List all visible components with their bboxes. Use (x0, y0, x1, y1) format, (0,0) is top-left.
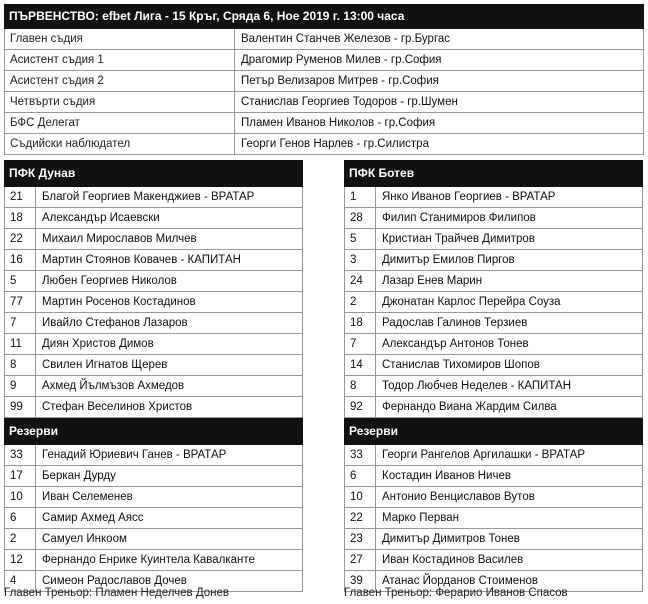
player-name: Генадий Юриевич Ганев - ВРАТАР (42, 449, 227, 461)
official-row (4, 92, 644, 113)
player-row (344, 208, 643, 229)
away-coach (344, 587, 568, 599)
player-number: 5 (345, 229, 376, 249)
home-starters-list (4, 187, 303, 418)
official-name: Станислав Георгиев Тодоров - гр.Шумен (241, 96, 458, 108)
player-name: Ивайло Стефанов Лазаров (42, 317, 188, 329)
player-number: 33 (5, 445, 36, 465)
player-number: 92 (345, 397, 376, 417)
away-coach-name: Ферарио Иванов Спасов (435, 587, 568, 599)
player-name: Димитър Емилов Пиргов (382, 254, 515, 266)
player-row (4, 313, 303, 334)
official-name: Драгомир Руменов Милев - гр.София (241, 54, 442, 66)
home-subs-header: Резерви (4, 418, 303, 445)
player-row (344, 376, 643, 397)
away-starters-list (344, 187, 643, 418)
player-row (344, 487, 643, 508)
player-number: 6 (5, 508, 36, 528)
player-row (4, 508, 303, 529)
player-name: Атанас Йорданов Стоименов (382, 575, 539, 587)
home-coach-label: Главен Треньор: (4, 587, 93, 599)
player-number: 5 (5, 271, 36, 291)
player-name: Симеон Радославов Дочев (42, 575, 187, 587)
player-number: 39 (345, 571, 376, 591)
player-row (4, 229, 303, 250)
home-coach (4, 587, 229, 599)
player-row (4, 208, 303, 229)
player-name: Самуел Инкоом (42, 533, 127, 545)
official-name: Пламен Иванов Николов - гр.София (241, 117, 436, 129)
player-name: Ахмед Йълмъзов Ахмедов (42, 380, 185, 392)
player-row (344, 508, 643, 529)
official-role: БФС Делегат (5, 113, 235, 133)
player-row (4, 355, 303, 376)
official-name: Валентин Станчев Железов - гр.Бургас (241, 33, 451, 45)
official-row (4, 29, 644, 50)
player-number: 4 (5, 571, 36, 591)
player-number: 14 (345, 355, 376, 375)
player-name: Фернандо Енрике Куинтела Кавалканте (42, 554, 255, 566)
player-number: 16 (5, 250, 36, 270)
player-number: 7 (345, 334, 376, 354)
home-subs-list (4, 445, 303, 592)
player-name: Диян Христов Димов (42, 338, 154, 350)
player-row (344, 445, 643, 466)
match-info-table (4, 4, 644, 155)
player-number: 10 (345, 487, 376, 507)
away-coach-label: Главен Треньор: (344, 587, 433, 599)
player-name: Радослав Галинов Терзиев (382, 317, 528, 329)
player-name: Костадин Иванов Ничев (382, 470, 511, 482)
player-name: Иван Костадинов Василев (382, 554, 524, 566)
player-name: Благой Георгиев Макенджиев - ВРАТАР (42, 191, 255, 203)
match-header: ПЪРВЕНСТВО: efbet Лига - 15 Кръг, Сряда 6, Ное 2019 г. 13:00 часа (4, 4, 644, 29)
player-name: Александър Исаевски (42, 212, 160, 224)
officials-list (4, 29, 644, 155)
player-row (4, 271, 303, 292)
official-name: Георги Генов Нарлев - гр.Силистра (241, 138, 429, 150)
player-name: Беркан Дурду (42, 470, 116, 482)
home-team-name: ПФК Дунав (4, 160, 303, 187)
away-team-name: ПФК Ботев (344, 160, 643, 187)
player-row (344, 187, 643, 208)
player-number: 33 (345, 445, 376, 465)
official-name: Петър Велизаров Митрев - гр.София (241, 75, 439, 87)
player-number: 17 (5, 466, 36, 486)
player-name: Стефан Веселинов Христов (42, 401, 193, 413)
official-role: Четвърти съдия (5, 92, 235, 112)
player-name: Фернандо Виана Жардим Силва (382, 401, 557, 413)
player-row (4, 376, 303, 397)
official-role: Асистент съдия 1 (5, 50, 235, 70)
player-row (344, 271, 643, 292)
player-name: Лазар Енев Марин (382, 275, 483, 287)
player-name: Янко Иванов Георгиев - ВРАТАР (382, 191, 556, 203)
player-row (344, 466, 643, 487)
player-number: 27 (345, 550, 376, 570)
player-row (344, 355, 643, 376)
player-number: 10 (5, 487, 36, 507)
player-name: Кристиан Трайчев Димитров (382, 233, 535, 245)
player-row (344, 550, 643, 571)
player-number: 8 (5, 355, 36, 375)
player-name: Димитър Димитров Тонев (382, 533, 520, 545)
player-row (344, 397, 643, 418)
player-name: Иван Селеменев (42, 491, 133, 503)
player-number: 24 (345, 271, 376, 291)
player-number: 99 (5, 397, 36, 417)
player-number: 22 (5, 229, 36, 249)
player-name: Филип Станимиров Филипов (382, 212, 536, 224)
official-row (4, 71, 644, 92)
player-name: Станислав Тихомиров Шопов (382, 359, 540, 371)
player-number: 9 (5, 376, 36, 396)
player-number: 6 (345, 466, 376, 486)
player-number: 22 (345, 508, 376, 528)
home-coach-name: Пламен Неделчев Донев (95, 587, 230, 599)
home-team-lineup (4, 160, 303, 592)
official-role: Главен съдия (5, 29, 235, 49)
player-row (4, 292, 303, 313)
player-name: Марко Перван (382, 512, 460, 524)
player-name: Тодор Любчев Неделев - КАПИТАН (382, 380, 572, 392)
player-name: Александър Антонов Тонев (382, 338, 529, 350)
player-number: 23 (345, 529, 376, 549)
player-number: 21 (5, 187, 36, 207)
away-subs-list (344, 445, 643, 592)
player-row (4, 445, 303, 466)
player-number: 3 (345, 250, 376, 270)
official-role: Съдийски наблюдател (5, 134, 235, 154)
player-number: 7 (5, 313, 36, 333)
player-number: 8 (345, 376, 376, 396)
player-row (344, 292, 643, 313)
player-number: 18 (5, 208, 36, 228)
player-number: 2 (345, 292, 376, 312)
player-row (344, 229, 643, 250)
player-number: 77 (5, 292, 36, 312)
player-name: Джонатан Карлос Перейра Соуза (382, 296, 561, 308)
player-name: Любен Георгиев Николов (42, 275, 177, 287)
player-row (344, 334, 643, 355)
player-row (344, 529, 643, 550)
player-row (344, 313, 643, 334)
player-name: Мартин Росенов Костадинов (42, 296, 196, 308)
player-row (4, 250, 303, 271)
player-number: 18 (345, 313, 376, 333)
player-row (4, 529, 303, 550)
player-row (4, 487, 303, 508)
player-name: Мартин Стоянов Ковачев - КАПИТАН (42, 254, 241, 266)
player-row (344, 250, 643, 271)
official-row (4, 134, 644, 155)
player-number: 12 (5, 550, 36, 570)
away-team-lineup (344, 160, 643, 592)
player-name: Самир Ахмед Аяcс (42, 512, 144, 524)
player-name: Михаил Мирославов Милчев (42, 233, 197, 245)
player-row (4, 466, 303, 487)
player-name: Свилен Игнатов Щерев (42, 359, 168, 371)
player-row (4, 334, 303, 355)
player-number: 1 (345, 187, 376, 207)
player-row (4, 550, 303, 571)
official-row (4, 50, 644, 71)
player-name: Антонио Венциславов Вутов (382, 491, 535, 503)
player-name: Георги Рангелов Аргилашки - ВРАТАР (382, 449, 586, 461)
official-row (4, 113, 644, 134)
player-row (4, 187, 303, 208)
away-subs-header: Резерви (344, 418, 643, 445)
player-number: 11 (5, 334, 36, 354)
player-number: 28 (345, 208, 376, 228)
player-row (4, 397, 303, 418)
player-number: 2 (5, 529, 36, 549)
official-role: Асистент съдия 2 (5, 71, 235, 91)
